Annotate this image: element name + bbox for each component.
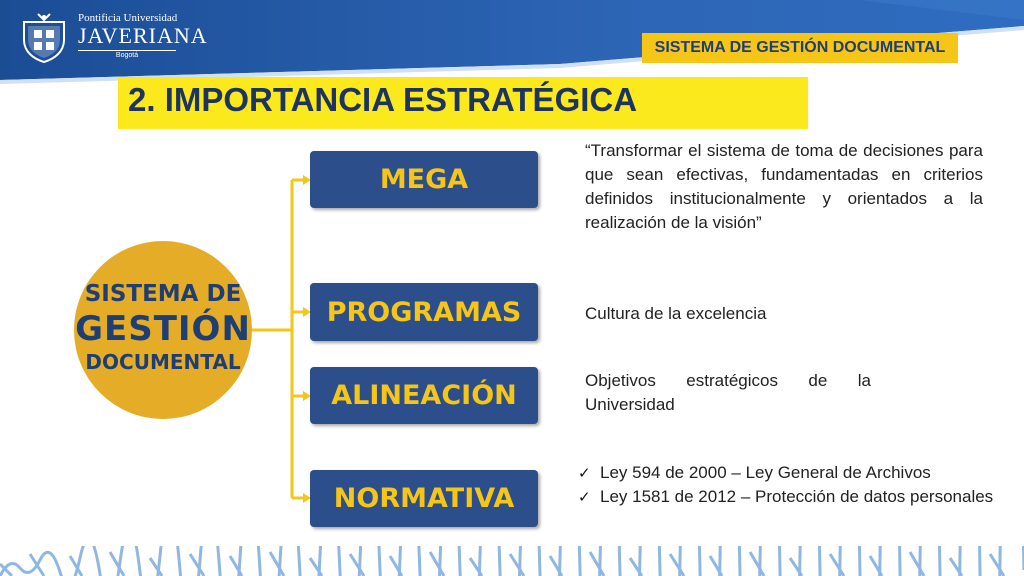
system-label-badge: SISTEMA DE GESTIÓN DOCUMENTAL — [642, 33, 958, 63]
law-text: Ley 1581 de 2012 – Protección de datos personales — [600, 487, 994, 506]
central-circle — [74, 241, 252, 419]
slide-title: 2. IMPORTANCIA ESTRATÉGICA — [128, 81, 638, 118]
check-icon: ✓ — [578, 464, 591, 482]
box-programas: PROGRAMAS — [310, 283, 538, 341]
law-text: Ley 594 de 2000 – Ley General de Archivos — [600, 463, 931, 482]
description-mega: “Transformar el sistema de toma de decisiones para que sean efectivas, fundamentadas en criterios definidos institucionalmente y orientados a la realización de la visión” — [585, 141, 983, 232]
box-mega: MEGA — [310, 151, 538, 208]
description-alineacion: Objetivos estratégicos de la Universidad — [585, 371, 871, 414]
circle-line-2: GESTIÓN — [75, 309, 251, 349]
box-normativa: NORMATIVA — [310, 470, 538, 527]
logo-line-university: Pontificia Universidad — [78, 12, 178, 24]
footer-pattern — [0, 546, 1024, 576]
logo-line-javeriana: JAVERIANA — [78, 23, 208, 48]
description-programas: Cultura de la excelencia — [585, 304, 767, 323]
list-item — [578, 461, 1008, 485]
box-alineacion: ALINEACIÓN — [310, 367, 538, 424]
logo-line-city: Bogotá — [78, 50, 176, 59]
circle-line-3: DOCUMENTAL — [85, 350, 241, 374]
laws-list — [578, 461, 1008, 509]
list-item — [578, 485, 1008, 509]
circle-line-1: SISTEMA DE — [84, 281, 242, 307]
check-icon: ✓ — [578, 488, 591, 506]
